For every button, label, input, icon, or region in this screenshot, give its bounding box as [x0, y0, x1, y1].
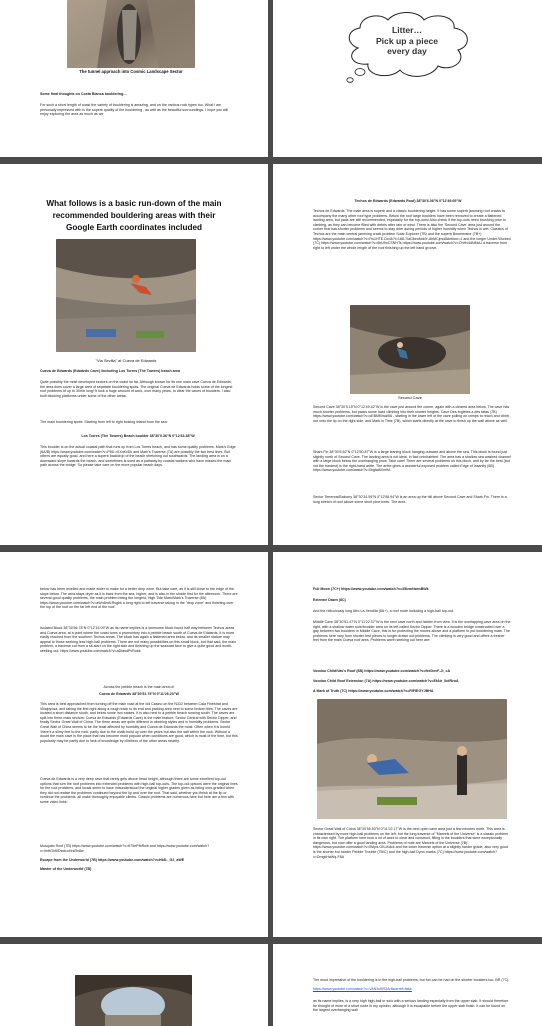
- cueva-intro-paragraph: Quite possibly the most developed sectors on the coast so far. Although known for its one main cave Cueva de Edwards, the area does cover a large area of separate bouldering spots. The original Cueva de Edwards holds some of the longest roof problems of up to 30mtr long! It took a huge amount of work, over many years, to clear the caves of boulders. I also built blocking platforms under some of the other areas.: [40, 380, 233, 398]
- highball-paragraph: The most impressive of the bouldering is in the high-ball problems, but fun can be had on the shorter boulders too. BR (7C).: [313, 978, 510, 982]
- voodoo-extension-line: Voodoo Child Roof Extension (7A) https://www.youtube.com/watch?v=EfAtr_lkdRzoA: [313, 679, 459, 683]
- document-page-6: [273, 552, 542, 937]
- document-page-8: [273, 944, 542, 1026]
- middle-cave-paragraph: Middle Cave 38°30'51.47"N 0°11'22.37"W is the next cave north and hidden from view. It is the overlapping cave area on the right, with a shallow water sole/boulder area on its left called Sector Dipper. There is a wooden bridge constructed over a gap between two boulders in Middle Cave, this is for protecting the moves above and a platform to put bouldering mats. The problems here vary from shorter test pieces to longer drawn out problems. The climbing is very good and offers a fresher feel from the main Cueva roof area. Problems worth seeking out here are:: [313, 620, 511, 643]
- shark-fin-paragraph: Shark Fin 38°30'5.52"N 0°12'50.87"W is a large leaning block hanging outward and above the sea. This block is found just slightly north of Second Cave. The landing area is not ideal, in fact uninhabited. The area has a shallow sea washed channel with a large block below the overhanging prow. Take care! There are several problems on this block, and by far the best (but not the hardest) is the right-hand arête. The arête gives a wonderful exposed problem called Edge of Insanity (6B) https://www.youtube.com/watch?v=Ilkgtai8Xm9A: [313, 450, 511, 473]
- extreme-dawn-line: Extreme Dawn (8C): [313, 598, 346, 602]
- tunnel-photo: [67, 0, 195, 68]
- title-line-3: Google Earth coordinates included: [65, 223, 203, 232]
- sector-terrenos-paragraph: Sector Terrenos/Balcony 38°30'34.59"N 0°12'58.94"W is an area up the hill above Second Cave and Shark Fin. There is a long stretch of roof above some short pine trees. The area: [313, 495, 507, 504]
- document-page-3: [0, 164, 268, 545]
- page-gap-horizontal-2: [0, 545, 542, 552]
- cueva-description-paragraph: Cueva de Edwards is a very deep cave that rarely gets above head height, although there are some excellent top-out options that turn the roof problems into extended problems with high-ball top-outs. The top-out options were the original lines for the roof problems, and locals seem to have misunderstood the original higher grades given as being over-graded when they did not realise the problems continued beyond the lip and over the roof. That said, whether you finish at the lip or continue the problems, all make thoroughly enjoyable climbs. Classic problems are numerous here but here are a few with some video links:: [40, 777, 238, 804]
- cueva-section-heading: Cueva de Edwards (Edwards Cave) /including Los Torres (The Towers) beach area: [40, 369, 181, 373]
- master-underworld-item: Master of the Underworld (7B): [40, 867, 92, 871]
- pebble-beach-line: Across the pebble beach is the main area of:: [103, 685, 175, 689]
- los-torres-heading: Los Torres (The Towers) Beach boulder 38°30'0.36"N 0°12'43.38"W: [81, 434, 195, 438]
- mark-of-truth-line: A Mark of Truth (7C) https://www.youtube.com/watch?v=RlFIEGYJBHA: [313, 689, 434, 693]
- techos-header: Techos de Edwards (Edwards Roof) 38°30'6.06"N 0°12'49.69"W: [354, 199, 462, 203]
- final-thoughts-heading: Some final thoughts on Costa Blanca bouldering…: [40, 92, 127, 96]
- main-spots-paragraph: The main bouldering spots: Starting from left to right looking inland from the sea:: [40, 420, 168, 424]
- isolated-block-paragraph: Isolated Block 38°30'56.78"N 0°12'15.09"W as its name implies is a lonesome block found half way between Techos areas and Cueva area, at a point where the coast turns a promontory into a pebble beach south of Cueva de Edwards. It is more easily reached from the southern Techos areas. The block has again a flattened area below, and its smaller stature may appeal to those seeking less high-ball problems. There are not many possibilities on this small block, but that said, the main problem, a traverse cut from a sit-start on the right side and finishing up the seaward face to give a quite good and worth-seeking out. https://www.youtube.com/watch?v=aDfasdPvRubk: [40, 626, 237, 653]
- bubble-line-1: Litter…: [391, 25, 423, 35]
- highball-video-link[interactable]: https://www.youtube.com/watch?v=VAN3cBR3Ar8sotrref=fake: [313, 987, 412, 991]
- techos-paragraph: Techos de Edwards: The main area is superb and a classic bouldering height. It has some superb jamming roof cracks to accompany the many other roof type problems. Below the roof large boulders have been removed to create a flattened landing area, but pads are still recommended, especially for the top-outs! Also check if the top-outs need brushing prior to climbing, as they can become filled with debris after rain or wind. There is also the 'Second Cave' area just around the corner that has shorter problems and seems to stay drier during periods of higher humidity when Techos is wet. Classics of Techos are the main central jamming crack problem Solar Explorer (7B) and the superb Boomerator (7B+) https://www.youtube.com/watch?v=Fw1HTE-Dn4k?t=168-7IaGbeoNddY-AhMCjmoBAmbon=1 and the longer Under-Worked (7C) https://www.youtube.com/watch?v=6bU9oCSNHTs https://www.youtube.com/watch?v=OhHv4dNMcU a traverse from right to left under the whole length of the roof finishing up the left hand groove.: [313, 209, 511, 250]
- full-moon-line: Full Moon (7C+) https://www.youtube.com/watch?v=35IzmNwmBWk: [313, 587, 429, 591]
- escape-underworld-item: Escape from the Underworld (7B) https://www.youtube.com/watch?v=HbD-_G2_aWE: [40, 858, 185, 862]
- cave-arch-photo: [75, 975, 192, 1026]
- second-cave-paragraph: Second Cave 38°30'5.15"N 0°12'49.42"W is the cave just around the corner, again with a cleared area below. The cave has much shorter problems, but packs some hard climbing into their shorter heights. Cave Des érgiètes a des tatas (7B) https://www.youtube.com/watch?v=oEBMKIwa9lA - starting in the lower left of the cave pulling on crimps to reach and climb out onto the lip on the right side, and Mark in Time (7B), which starts directly at the cave to finish up the wall above as well.: [313, 405, 510, 423]
- bubble-line-2: Pick up a piece: [375, 35, 439, 46]
- page-gap-horizontal-3: [0, 937, 542, 944]
- final-thoughts-body: For such a short length of coast the variety of bouldering is amazing, and on the various rock types too. What I am personally impressed with is the superb quality of the bouldering , as well as the beautiful surroundings. I hope you will enjoy exploring the area as much as we: [40, 103, 228, 117]
- great-wall-paragraph: Sector Great Wall of China 38°30'55.53"N 0°11'22.17"W is the next open cave area just a few minutes north. This area is characterised by more high-ball problems on the left, but the long traverse of "Marvels of the Universe" is a classic problem in its own right. The platform here took a lot of work to clear and construct, filling in the boulders that were exceptionally dangerous, but now offer a good landing area. Problems of note are Marvels of the Universe (7B) https://www.youtube.com/watch?v=lWlpd-GKuXdck and the lower traverse option at a slightly harder grade, also very good is the shorter but harder Pebble Trouble (7B/C) and the high-ball Dyno-marks (7C) https://www.youtube.com/watch?v=DmgkHaWq-F8A: [313, 827, 509, 859]
- bubble-line-3: every day: [387, 46, 427, 56]
- title-line-2: recommended bouldering areas with their: [52, 211, 216, 220]
- document-page-1: [0, 0, 268, 157]
- title-line-1: What follows is a basic run-down of the main: [46, 199, 222, 208]
- page-3-title: [20, 198, 248, 234]
- voodoo-child-line: Voodoo Child/Vas's Roof (6B) https://www.youtube.com/watch?v=feeDxvF-Ji_cA: [313, 669, 451, 673]
- afro-la-vendita-line: And the ridiculously long Afro-La-Vendita (8A+), a roof route including a high-ball top-out.: [313, 609, 454, 613]
- document-page-2: [273, 0, 542, 157]
- document-page-7: [0, 944, 268, 1026]
- document-page-4: [273, 164, 542, 545]
- mosquito-roof-item: Mosquito Roof (7B) https://www.youtube.com/watch?v=tt75ePfbRwb and https://www.youtube.com/watch?v=lmHGkf0DsstcoHrsRn8w: [40, 844, 210, 853]
- great-wall-photo: [317, 699, 507, 819]
- terrenos-continued-paragraph: below has been levelled and made wider to make for a better drop zone. But take care, as it is still close to the edge of the slope below. The area stays dryer as it is back from the sea, higher, and is also in the shade first for the afternoon. There are several good quality problems, the main problem being the longest, High Tide Mark/Mark's Traverse (8A) https://www.youtube.com/watch?v=aWn6mfLRsgbk a long right to left traverse taking in the "drop zone" and finishing over the top of the roof on the far left end of the roof.: [40, 587, 238, 610]
- via-sevilla-caption: "Via Sevilla" at Cueva de Edwards: [95, 358, 157, 363]
- second-cave-photo: [350, 305, 470, 394]
- cueva-coordinates-heading: Cueva de Edwards 38°30'51.75"N 0°11'26.23"W: [99, 692, 179, 696]
- second-cave-caption: Second Cave: [397, 395, 422, 400]
- solo-paragraph: as its name implies, is a very high high-ball or solo with a serious landing especially from the upper slab. It should therefore be thought of more of a short route in my opinion, although it is escapable before the upper slab finish. It can be found on the largest overhanging wall: [313, 999, 509, 1013]
- tunnel-caption: The tunnel approach into Cosmic Landscape Sector: [79, 69, 183, 74]
- cueva-approach-paragraph: This area is best approached from turning off the main road at the old Casino on the N332 between Cala Finestrat and Villajoyosa, and taking the first right along a rough track to its end and parking area next to some broken tiles. The caves are located a short distance south, and below some iron stakes. It is also next to a pebble beach running south. The caves are split into three main sectors: Cueva de Edwards (Edwards Cave) is the main feature, Sector Central with Sector Dipper, and finally Sector Great Wall of China. The three areas are quite different in climbing styles and in humidity problems. Sector Great Wall of China seems to be the least affected by humidity and Cueva de Edwards the most. Often when it is humid 'there's a slimy feel to the rock, partly due to the chalk build up over the years but also the salt within the rock. Without a doubt the main cave is the place that has become most popular when conditions are good, which is most of the time, but this popularity may be partly due to lack of knowledge by climbers of the other areas nearby.: [40, 702, 238, 743]
- bubble-text: [348, 25, 466, 57]
- page-gap-horizontal-1: [0, 157, 542, 164]
- via-sevilla-photo: [56, 239, 196, 352]
- document-page-5: [0, 552, 268, 937]
- los-torres-paragraph: This boulder is on the actual coastal path that runs up from Los Torres beach, and has some quality problems. Mark's Edge (6A/B) https://www.youtube.com/watch?v=P8U-rXXnKxDk and Mark's Traverse (7A) are possibly the two best lines. But others are equally good, and here a superb backdrop of the beach stretching out southwards. The landing area is on a downward slope towards the beach, and sometimes is used as a pathway by coastal walkers who have missed the main path across the bridge. So please take care on the more popular beach days.: [40, 445, 236, 468]
